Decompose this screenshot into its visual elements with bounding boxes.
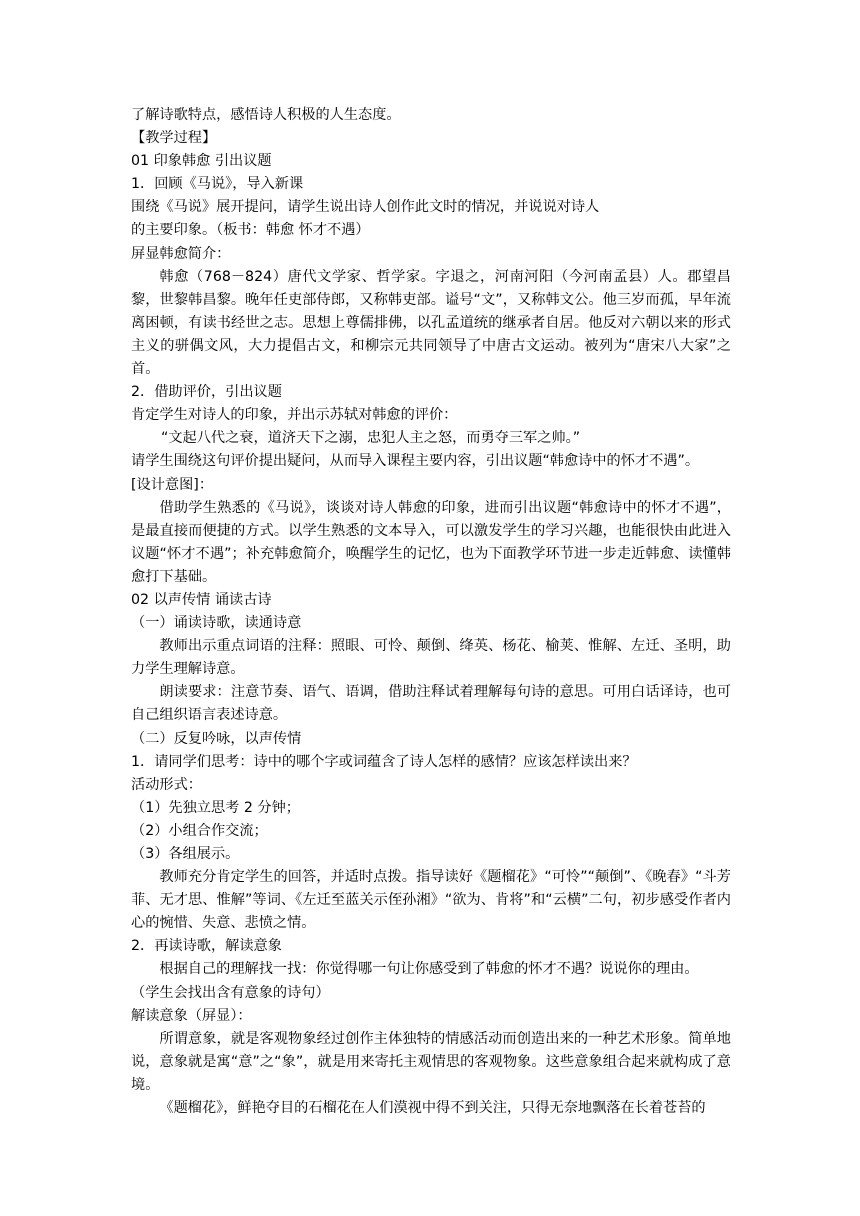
subsection-2-title: （二）反复吟咏，以声传情 xyxy=(131,730,302,747)
biography-paragraph: 韩愈（768－824）唐代文学家、哲学家。字退之，河南河阳（今河南孟县）人。郡望昌黎，世黎韩昌黎。晚年任吏部侍郎，又称韩吏部。谥号“文”，又称韩文公。他三岁而孤，早年流离困顿，有读书经世之志。思想上尊儒排佛，以孔孟道统的继承者自居。他反对六朝以来的形式主义的骈偶文风，大力提倡古文，和柳宗元共同领导了中唐古文运动。被列为“唐宋八大家”之首。 xyxy=(131,268,731,378)
step-3-title: 2．再读诗歌，解读意象 xyxy=(131,938,282,955)
section-heading-process: 【教学过程】 xyxy=(131,130,217,147)
paragraph-line: 的主要印象。（板书：韩愈 怀才不遇） xyxy=(131,222,370,239)
find-note: （学生会找出含有意象的诗句） xyxy=(131,984,330,1001)
design-intent-label: [设计意图]： xyxy=(131,476,214,493)
heading-02: 02 以声传情 诵读古诗 xyxy=(131,591,272,608)
find-question: 根据自己的理解找一找：你觉得哪一句让你感受到了韩愈的怀才不遇？说说你的理由。 xyxy=(159,961,699,978)
question-1: 1．请同学们思考：诗中的哪个字或词蕴含了诗人怎样的感情？应该怎样读出来？ xyxy=(131,753,637,770)
paragraph-line: 肯定学生对诗人的印象，并出示苏轼对韩愈的评价： xyxy=(131,407,458,424)
design-intent-paragraph: 借助学生熟悉的《马说》，谈谈对诗人韩愈的印象，进而引出议题“韩愈诗中的怀才不遇”，是最直接而便捷的方式。以学生熟悉的文本导入，可以激发学生的学习兴趣，也能很快由此进入议题“怀才不遇”；补充韩愈简介，唤醒学生的记忆，也为下面教学环节进一步走近韩愈、读懂韩愈打下基础。 xyxy=(131,499,731,585)
activity-item: （2）小组合作交流； xyxy=(131,822,268,839)
reading-requirements-paragraph: 朗读要求：注意节奏、语气、语调，借助注释试着理解每句诗的意思。可用白话译诗，也可自己组织语言表述诗意。 xyxy=(131,684,731,724)
subsection-1-title: （一）诵读诗歌，读通诗意 xyxy=(131,615,302,632)
paragraph-line: 围绕《马说》展开提问，请学生说出诗人创作此文时的情况，并说说对诗人 xyxy=(131,199,600,216)
step-2-title: 2．借助评价，引出议题 xyxy=(131,384,282,401)
heading-01: 01 印象韩愈 引出议题 xyxy=(131,153,272,170)
imagery-paragraph: 所谓意象，就是客观物象经过创作主体独特的情感活动而创造出来的一种艺术形象。简单地说，意象就是寓“意”之“象”，就是用来寄托主观情思的客观物象。这些意象组合起来就构成了意境。 xyxy=(131,1030,731,1093)
teacher-guidance-paragraph: 教师充分肯定学生的回答，并适时点拨。指导读好《题榴花》“可怜”“颠倒”、《晚春》“斗芳菲、无才思、惟解”等词、《左迁至蓝关示侄孙湘》“欲为、肯将”和“云横”二句，初步感受作者内心的惋惜、失意、悲愤之情。 xyxy=(131,869,731,932)
activity-label: 活动形式： xyxy=(131,776,202,793)
last-line: 《题榴花》，鲜艳夺目的石榴花在人们漠视中得不到关注，只得无奈地飘落在长着苍苔的 xyxy=(159,1100,706,1117)
su-shi-quote: “文起八代之衰，道济天下之溺，忠犯人主之怒，而勇夺三军之帅。” xyxy=(161,430,581,447)
activity-item: （1）先独立思考 2 分钟； xyxy=(131,799,300,816)
notes-paragraph: 教师出示重点词语的注释：照眼、可怜、颠倒、绛英、杨花、榆荚、惟解、左迁、圣明，助力学生理解诗意。 xyxy=(131,638,731,678)
goal-line: 了解诗歌特点，感悟诗人积极的人生态度。 xyxy=(131,107,401,123)
imagery-label: 解读意象（屏显）： xyxy=(131,1007,252,1024)
document-page xyxy=(131,104,731,1120)
activity-item: （3）各组展示。 xyxy=(131,846,240,862)
paragraph-line: 请学生围绕这句评价提出疑问，从而导入课程主要内容，引出议题“韩愈诗中的怀才不遇”。 xyxy=(131,453,700,470)
intro-label: 屏显韩愈简介： xyxy=(131,245,231,262)
step-1-title: 1．回顾《马说》，导入新课 xyxy=(131,176,304,193)
